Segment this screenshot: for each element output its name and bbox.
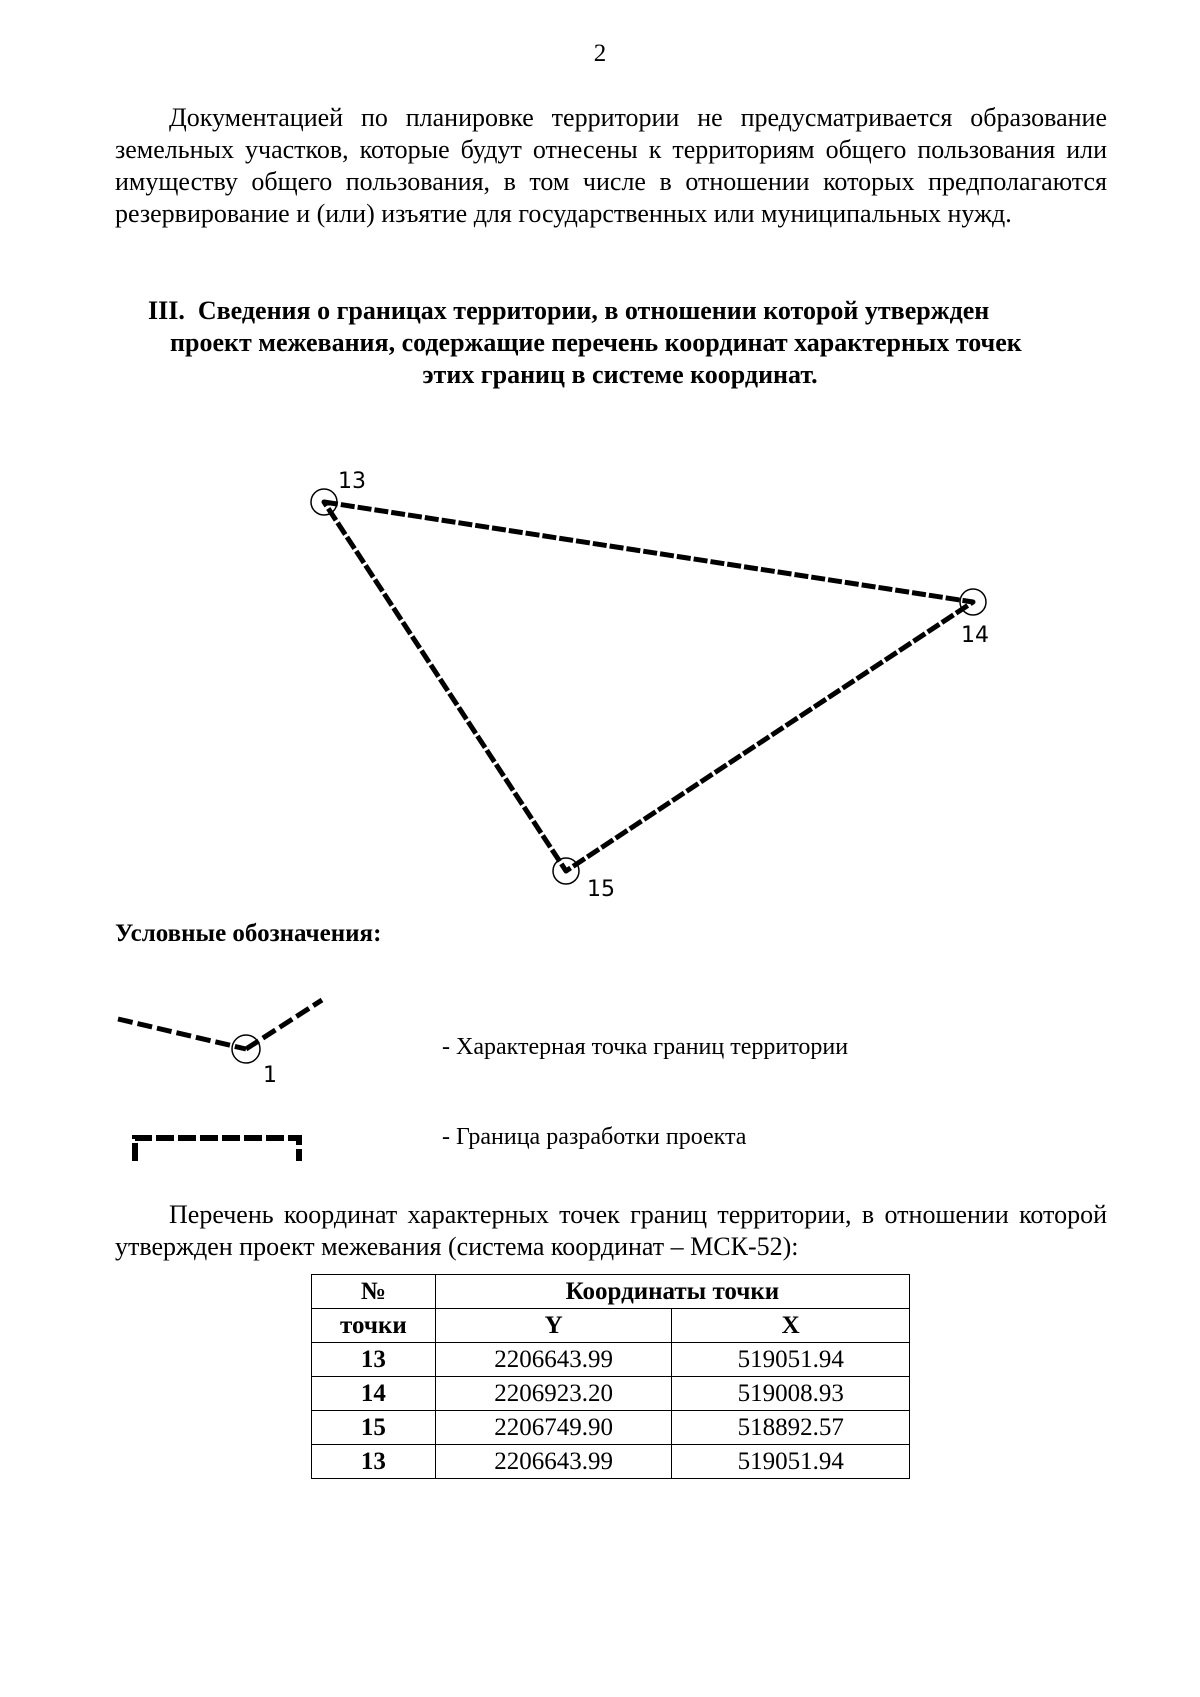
legend-title: Условные обозначения: xyxy=(115,920,382,947)
coord-y: 2206749.90 xyxy=(435,1411,672,1445)
header-y: Y xyxy=(435,1309,672,1343)
legend-point-label: 1 xyxy=(263,1063,277,1088)
intro-paragraph: Документацией по планировке территории не предусматривается образование земельных участков, которые будут отнесены к территориям общего пользования или имуществу общего пользования, в том числе в отношении которых предполагаются резервирование и (или) изъятие для государственных или муниципальных нужд. xyxy=(115,103,1107,228)
header-x: X xyxy=(672,1309,910,1343)
table-row xyxy=(312,1343,910,1377)
legend-boundary-symbol xyxy=(135,1138,299,1161)
table-row xyxy=(312,1445,910,1479)
point-number: 13 xyxy=(312,1343,436,1377)
coord-y: 2206643.99 xyxy=(435,1343,672,1377)
section-title-part-1: Сведения о границах территории, в отношении которой утвержден xyxy=(197,296,990,325)
page-number: 2 xyxy=(593,40,607,67)
coord-y: 2206923.20 xyxy=(435,1377,672,1411)
coord-x: 518892.57 xyxy=(672,1411,910,1445)
coords-intro-paragraph: Перечень координат характерных точек границ территории, в отношении которой утвержден проект межевания (система координат – МСК-52): xyxy=(115,1200,1107,1261)
table-row xyxy=(312,1377,910,1411)
coord-x: 519051.94 xyxy=(672,1343,910,1377)
point-number: 15 xyxy=(312,1411,436,1445)
coord-x: 519008.93 xyxy=(672,1377,910,1411)
territory-boundary xyxy=(324,502,973,871)
legend-point-symbol xyxy=(118,1000,322,1088)
header-point-number-line-2: точки xyxy=(312,1309,436,1343)
coordinates-table xyxy=(311,1274,910,1479)
section-number: III. xyxy=(148,296,185,325)
point-label-15: 15 xyxy=(587,877,615,902)
header-coordinates: Координаты точки xyxy=(435,1275,909,1309)
coord-y: 2206643.99 xyxy=(435,1445,672,1479)
legend-point-text: - Характерная точка границ территории xyxy=(442,1034,849,1060)
point-label-13: 13 xyxy=(338,469,366,494)
table-header-row xyxy=(312,1275,910,1309)
legend-boundary-text: - Граница разработки проекта xyxy=(442,1124,747,1150)
section-heading-line-3: этих границ в системе координат. xyxy=(422,360,818,389)
section-heading-line-2: проект межевания, содержащие перечень координат характерных точек xyxy=(170,328,1022,357)
coord-x: 519051.94 xyxy=(672,1445,910,1479)
point-number: 14 xyxy=(312,1377,436,1411)
header-point-number-line-1: № xyxy=(312,1275,436,1309)
table-row xyxy=(312,1411,910,1445)
point-number: 13 xyxy=(312,1445,436,1479)
table-subheader-row xyxy=(312,1309,910,1343)
point-label-14: 14 xyxy=(961,623,989,648)
